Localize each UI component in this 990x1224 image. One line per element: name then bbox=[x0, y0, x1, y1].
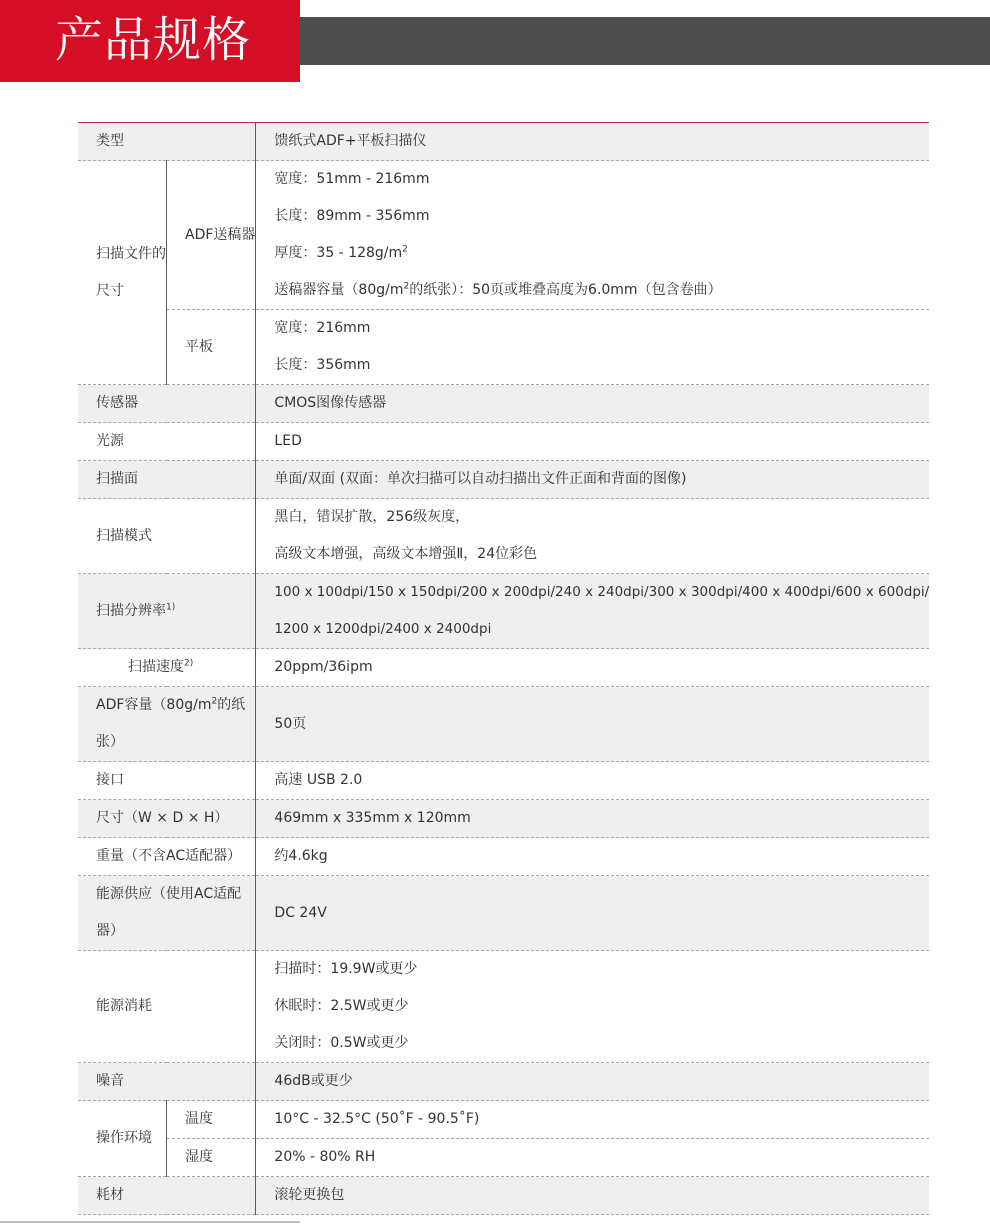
row-label: 扫描分辨率$^{1)}$ bbox=[78, 574, 256, 649]
table-row bbox=[78, 385, 929, 423]
sub-label: 温度 bbox=[167, 1101, 256, 1139]
row-label: 扫描速度$^{2)}$ bbox=[78, 649, 256, 687]
table-row bbox=[78, 461, 929, 499]
table-row bbox=[78, 1177, 929, 1215]
page-title: 产品规格 bbox=[55, 12, 252, 68]
sub-label: ADF送稿器 bbox=[167, 161, 256, 310]
row-value: 469mm x 335mm x 120mm bbox=[256, 800, 929, 838]
table-row bbox=[78, 1101, 929, 1139]
row-value: 10°C - 32.5°C (50˚F - 90.5˚F) bbox=[256, 1101, 929, 1139]
row-label: 扫描面 bbox=[78, 461, 256, 499]
row-value: 20ppm/36ipm bbox=[256, 649, 929, 687]
row-value: 约4.6kg bbox=[256, 838, 929, 876]
table-row bbox=[78, 123, 929, 161]
table-row bbox=[78, 499, 929, 574]
row-label: 接口 bbox=[78, 762, 256, 800]
row-value: 宽度：51mm - 216mm 长度：89mm - 356mm 厚度：$35 - 128g/m^2$ 送稿器容量（$80g/m^2$的纸张）：50页或堆叠高度为6.0mm（包含卷曲） bbox=[256, 161, 929, 310]
row-value: DC 24V bbox=[256, 876, 929, 951]
table-row bbox=[78, 951, 929, 1063]
table-row bbox=[78, 161, 929, 310]
row-label: 操作环境 bbox=[78, 1101, 167, 1177]
row-value: 黑白，错误扩散，256级灰度， 高级文本增强，高级文本增强Ⅱ，24位彩色 bbox=[256, 499, 929, 574]
divider bbox=[0, 1221, 300, 1223]
row-label: 扫描文件的 尺寸 bbox=[78, 161, 167, 385]
row-value: CMOS图像传感器 bbox=[256, 385, 929, 423]
row-value: 单面/双面 (双面：单次扫描可以自动扫描出文件正面和背面的图像) bbox=[256, 461, 929, 499]
table-row bbox=[78, 800, 929, 838]
row-value: 馈纸式ADF+平板扫描仪 bbox=[256, 123, 929, 161]
row-value: 50页 bbox=[256, 687, 929, 762]
table-row bbox=[78, 1139, 929, 1177]
table-row bbox=[78, 423, 929, 461]
row-label: ADF容量（$80g/m^2$的纸 张） bbox=[78, 687, 256, 762]
row-label: 能源供应（使用AC适配 器） bbox=[78, 876, 256, 951]
row-value: 滚轮更换包 bbox=[256, 1177, 929, 1215]
row-value: 20% - 80% RH bbox=[256, 1139, 929, 1177]
table-row bbox=[78, 876, 929, 951]
sub-label: 平板 bbox=[167, 310, 256, 385]
header-bar bbox=[300, 17, 990, 65]
sub-label: 湿度 bbox=[167, 1139, 256, 1177]
table-row bbox=[78, 838, 929, 876]
row-label: 光源 bbox=[78, 423, 256, 461]
row-label: 扫描模式 bbox=[78, 499, 256, 574]
row-value: 高速 USB 2.0 bbox=[256, 762, 929, 800]
row-value: 46dB或更少 bbox=[256, 1063, 929, 1101]
table-row bbox=[78, 649, 929, 687]
table-row bbox=[78, 1063, 929, 1101]
table-row bbox=[78, 762, 929, 800]
table-row bbox=[78, 574, 929, 649]
row-value: 100 x 100dpi/150 x 150dpi/200 x 200dpi/240 x 240dpi/300 x 300dpi/400 x 400dpi/600 x 600dpi/ 1200 x 1200dpi/2400 x 2400dpi bbox=[256, 574, 929, 649]
row-label: 能源消耗 bbox=[78, 951, 256, 1063]
row-label: 耗材 bbox=[78, 1177, 256, 1215]
row-value: 宽度：216mm 长度：356mm bbox=[256, 310, 929, 385]
row-label: 尺寸（W × D × H） bbox=[78, 800, 256, 838]
row-value: LED bbox=[256, 423, 929, 461]
row-value: 扫描时：19.9W或更少 休眠时：2.5W或更少 关闭时：0.5W或更少 bbox=[256, 951, 929, 1063]
header-title-block bbox=[0, 0, 300, 82]
spec-table bbox=[78, 122, 929, 1215]
table-row bbox=[78, 687, 929, 762]
row-label: 传感器 bbox=[78, 385, 256, 423]
row-label: 噪音 bbox=[78, 1063, 256, 1101]
row-label: 重量（不含AC适配器） bbox=[78, 838, 256, 876]
row-label: 类型 bbox=[78, 123, 256, 161]
table-row bbox=[78, 310, 929, 385]
